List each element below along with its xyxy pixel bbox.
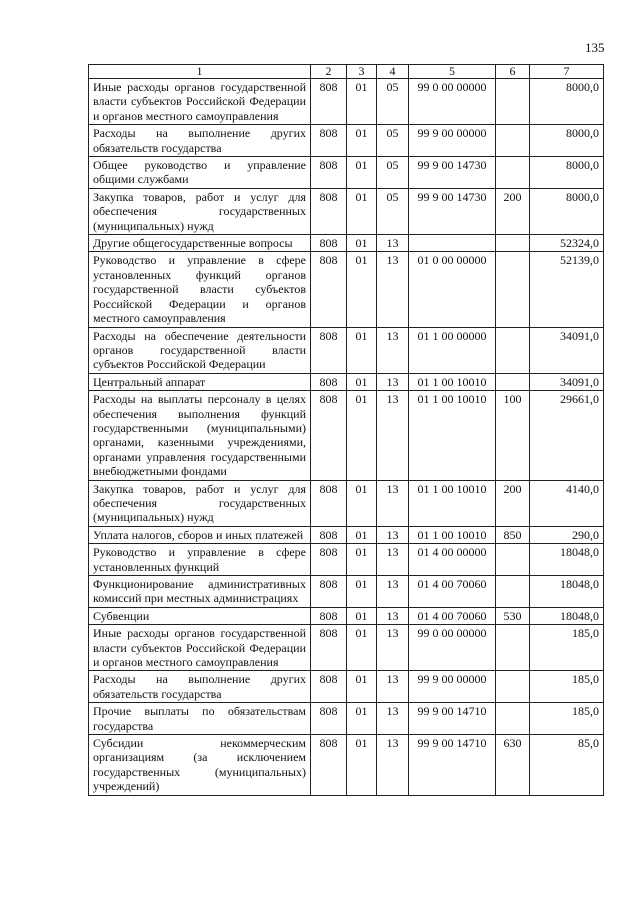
ministry-code: 808 bbox=[311, 480, 347, 526]
expense-name: Функционирование административных комиссий при местных администрациях bbox=[89, 576, 311, 608]
subsection-code: 13 bbox=[377, 391, 409, 480]
subsection-code: 05 bbox=[377, 157, 409, 189]
expense-type-code bbox=[496, 703, 530, 735]
table-row bbox=[89, 480, 604, 526]
ministry-code: 808 bbox=[311, 373, 347, 390]
expense-type-code: 630 bbox=[496, 735, 530, 796]
ministry-code: 808 bbox=[311, 327, 347, 373]
subsection-code: 13 bbox=[377, 671, 409, 703]
subsection-code: 05 bbox=[377, 188, 409, 234]
ministry-code: 808 bbox=[311, 125, 347, 157]
amount: 185,0 bbox=[530, 625, 604, 671]
target-article-code: 01 1 00 00000 bbox=[409, 327, 496, 373]
section-code: 01 bbox=[347, 188, 377, 234]
section-code: 01 bbox=[347, 735, 377, 796]
section-code: 01 bbox=[347, 235, 377, 252]
section-code: 01 bbox=[347, 157, 377, 189]
page-number: 135 bbox=[585, 40, 605, 55]
expense-name: Прочие выплаты по обязательствам государства bbox=[89, 703, 311, 735]
subsection-code: 13 bbox=[377, 373, 409, 390]
header-row bbox=[89, 65, 604, 79]
subsection-code: 13 bbox=[377, 327, 409, 373]
table-row bbox=[89, 125, 604, 157]
expense-type-code bbox=[496, 625, 530, 671]
subsection-code: 13 bbox=[377, 703, 409, 735]
header-cell: 2 bbox=[311, 65, 347, 79]
subsection-code: 13 bbox=[377, 625, 409, 671]
expense-type-code bbox=[496, 79, 530, 125]
section-code: 01 bbox=[347, 576, 377, 608]
section-code: 01 bbox=[347, 391, 377, 480]
header-cell: 1 bbox=[89, 65, 311, 79]
table-row bbox=[89, 607, 604, 624]
table-row bbox=[89, 526, 604, 543]
amount: 8000,0 bbox=[530, 125, 604, 157]
section-code: 01 bbox=[347, 79, 377, 125]
header-cell: 4 bbox=[377, 65, 409, 79]
section-code: 01 bbox=[347, 252, 377, 327]
expense-name: Закупка товаров, работ и услуг для обеспечения государственных (муниципальных) нужд bbox=[89, 480, 311, 526]
section-code: 01 bbox=[347, 125, 377, 157]
table-row bbox=[89, 188, 604, 234]
ministry-code: 808 bbox=[311, 526, 347, 543]
target-article-code: 99 9 00 00000 bbox=[409, 671, 496, 703]
target-article-code: 01 1 00 10010 bbox=[409, 391, 496, 480]
amount: 8000,0 bbox=[530, 188, 604, 234]
table-row bbox=[89, 671, 604, 703]
expense-name: Руководство и управление в сфере установленных функций bbox=[89, 544, 311, 576]
header-cell: 5 bbox=[409, 65, 496, 79]
ministry-code: 808 bbox=[311, 735, 347, 796]
amount: 52139,0 bbox=[530, 252, 604, 327]
target-article-code: 01 0 00 00000 bbox=[409, 252, 496, 327]
amount: 290,0 bbox=[530, 526, 604, 543]
table-row bbox=[89, 703, 604, 735]
expense-type-code: 200 bbox=[496, 480, 530, 526]
amount: 185,0 bbox=[530, 671, 604, 703]
expense-type-code bbox=[496, 157, 530, 189]
table-row bbox=[89, 252, 604, 327]
section-code: 01 bbox=[347, 671, 377, 703]
subsection-code: 13 bbox=[377, 544, 409, 576]
target-article-code: 01 1 00 10010 bbox=[409, 526, 496, 543]
expense-type-code: 100 bbox=[496, 391, 530, 480]
table-row bbox=[89, 576, 604, 608]
table-row bbox=[89, 79, 604, 125]
expense-name: Иные расходы органов государственной власти субъектов Российской Федерации и органов местного самоуправления bbox=[89, 79, 311, 125]
amount: 18048,0 bbox=[530, 607, 604, 624]
ministry-code: 808 bbox=[311, 157, 347, 189]
ministry-code: 808 bbox=[311, 576, 347, 608]
ministry-code: 808 bbox=[311, 188, 347, 234]
target-article-code: 99 9 00 14710 bbox=[409, 703, 496, 735]
table-row bbox=[89, 327, 604, 373]
section-code: 01 bbox=[347, 625, 377, 671]
ministry-code: 808 bbox=[311, 252, 347, 327]
section-code: 01 bbox=[347, 480, 377, 526]
section-code: 01 bbox=[347, 526, 377, 543]
expense-name: Субвенции bbox=[89, 607, 311, 624]
amount: 18048,0 bbox=[530, 544, 604, 576]
target-article-code: 99 0 00 00000 bbox=[409, 625, 496, 671]
ministry-code: 808 bbox=[311, 703, 347, 735]
target-article-code: 99 9 00 14730 bbox=[409, 188, 496, 234]
expense-name: Закупка товаров, работ и услуг для обеспечения государственных (муниципальных) нужд bbox=[89, 188, 311, 234]
table-row bbox=[89, 544, 604, 576]
expense-type-code bbox=[496, 544, 530, 576]
subsection-code: 05 bbox=[377, 79, 409, 125]
section-code: 01 bbox=[347, 703, 377, 735]
subsection-code: 13 bbox=[377, 480, 409, 526]
expense-name: Общее руководство и управление общими службами bbox=[89, 157, 311, 189]
budget-table bbox=[88, 64, 604, 796]
expense-type-code: 850 bbox=[496, 526, 530, 543]
expense-type-code bbox=[496, 373, 530, 390]
table-row bbox=[89, 391, 604, 480]
amount: 85,0 bbox=[530, 735, 604, 796]
target-article-code: 99 9 00 00000 bbox=[409, 125, 496, 157]
expense-type-code bbox=[496, 235, 530, 252]
expense-name: Расходы на выполнение других обязательств государства bbox=[89, 671, 311, 703]
expense-name: Другие общегосударственные вопросы bbox=[89, 235, 311, 252]
section-code: 01 bbox=[347, 607, 377, 624]
subsection-code: 05 bbox=[377, 125, 409, 157]
expense-type-code: 200 bbox=[496, 188, 530, 234]
header-cell: 7 bbox=[530, 65, 604, 79]
section-code: 01 bbox=[347, 373, 377, 390]
subsection-code: 13 bbox=[377, 252, 409, 327]
subsection-code: 13 bbox=[377, 235, 409, 252]
target-article-code: 01 4 00 70060 bbox=[409, 607, 496, 624]
table-body bbox=[89, 79, 604, 796]
target-article-code: 01 1 00 10010 bbox=[409, 480, 496, 526]
target-article-code bbox=[409, 235, 496, 252]
subsection-code: 13 bbox=[377, 576, 409, 608]
ministry-code: 808 bbox=[311, 671, 347, 703]
amount: 52324,0 bbox=[530, 235, 604, 252]
section-code: 01 bbox=[347, 544, 377, 576]
expense-name: Субсидии некоммерческим организациям (за исключением государственных (муниципальных) учреждений) bbox=[89, 735, 311, 796]
target-article-code: 01 4 00 70060 bbox=[409, 576, 496, 608]
expense-type-code bbox=[496, 671, 530, 703]
section-code: 01 bbox=[347, 327, 377, 373]
table-row bbox=[89, 735, 604, 796]
target-article-code: 01 4 00 00000 bbox=[409, 544, 496, 576]
amount: 8000,0 bbox=[530, 79, 604, 125]
ministry-code: 808 bbox=[311, 607, 347, 624]
ministry-code: 808 bbox=[311, 544, 347, 576]
subsection-code: 13 bbox=[377, 607, 409, 624]
expense-type-code: 530 bbox=[496, 607, 530, 624]
ministry-code: 808 bbox=[311, 235, 347, 252]
expense-type-code bbox=[496, 327, 530, 373]
table-row bbox=[89, 235, 604, 252]
expense-name: Иные расходы органов государственной власти субъектов Российской Федерации и органов местного самоуправления bbox=[89, 625, 311, 671]
header-cell: 6 bbox=[496, 65, 530, 79]
amount: 34091,0 bbox=[530, 373, 604, 390]
expense-name: Уплата налогов, сборов и иных платежей bbox=[89, 526, 311, 543]
target-article-code: 99 9 00 14710 bbox=[409, 735, 496, 796]
target-article-code: 99 9 00 14730 bbox=[409, 157, 496, 189]
expense-name: Руководство и управление в сфере установленных функций органов государственной власти субъектов Российской Федерации и органов местного самоуправления bbox=[89, 252, 311, 327]
header-cell: 3 bbox=[347, 65, 377, 79]
expense-name: Расходы на обеспечение деятельности органов государственной власти субъектов Российской Федерации bbox=[89, 327, 311, 373]
expense-name: Расходы на выплаты персоналу в целях обеспечения выполнения функций государственными (муниципальными) органами, казенными учреждениями, органами управления государственными внебюджетными фондами bbox=[89, 391, 311, 480]
table-row bbox=[89, 373, 604, 390]
amount: 185,0 bbox=[530, 703, 604, 735]
target-article-code: 01 1 00 10010 bbox=[409, 373, 496, 390]
expense-name: Расходы на выполнение других обязательств государства bbox=[89, 125, 311, 157]
ministry-code: 808 bbox=[311, 391, 347, 480]
ministry-code: 808 bbox=[311, 79, 347, 125]
amount: 29661,0 bbox=[530, 391, 604, 480]
amount: 4140,0 bbox=[530, 480, 604, 526]
target-article-code: 99 0 00 00000 bbox=[409, 79, 496, 125]
expense-name: Центральный аппарат bbox=[89, 373, 311, 390]
subsection-code: 13 bbox=[377, 735, 409, 796]
table-row bbox=[89, 625, 604, 671]
expense-type-code bbox=[496, 125, 530, 157]
ministry-code: 808 bbox=[311, 625, 347, 671]
amount: 18048,0 bbox=[530, 576, 604, 608]
table-row bbox=[89, 157, 604, 189]
expense-type-code bbox=[496, 576, 530, 608]
amount: 8000,0 bbox=[530, 157, 604, 189]
amount: 34091,0 bbox=[530, 327, 604, 373]
subsection-code: 13 bbox=[377, 526, 409, 543]
expense-type-code bbox=[496, 252, 530, 327]
